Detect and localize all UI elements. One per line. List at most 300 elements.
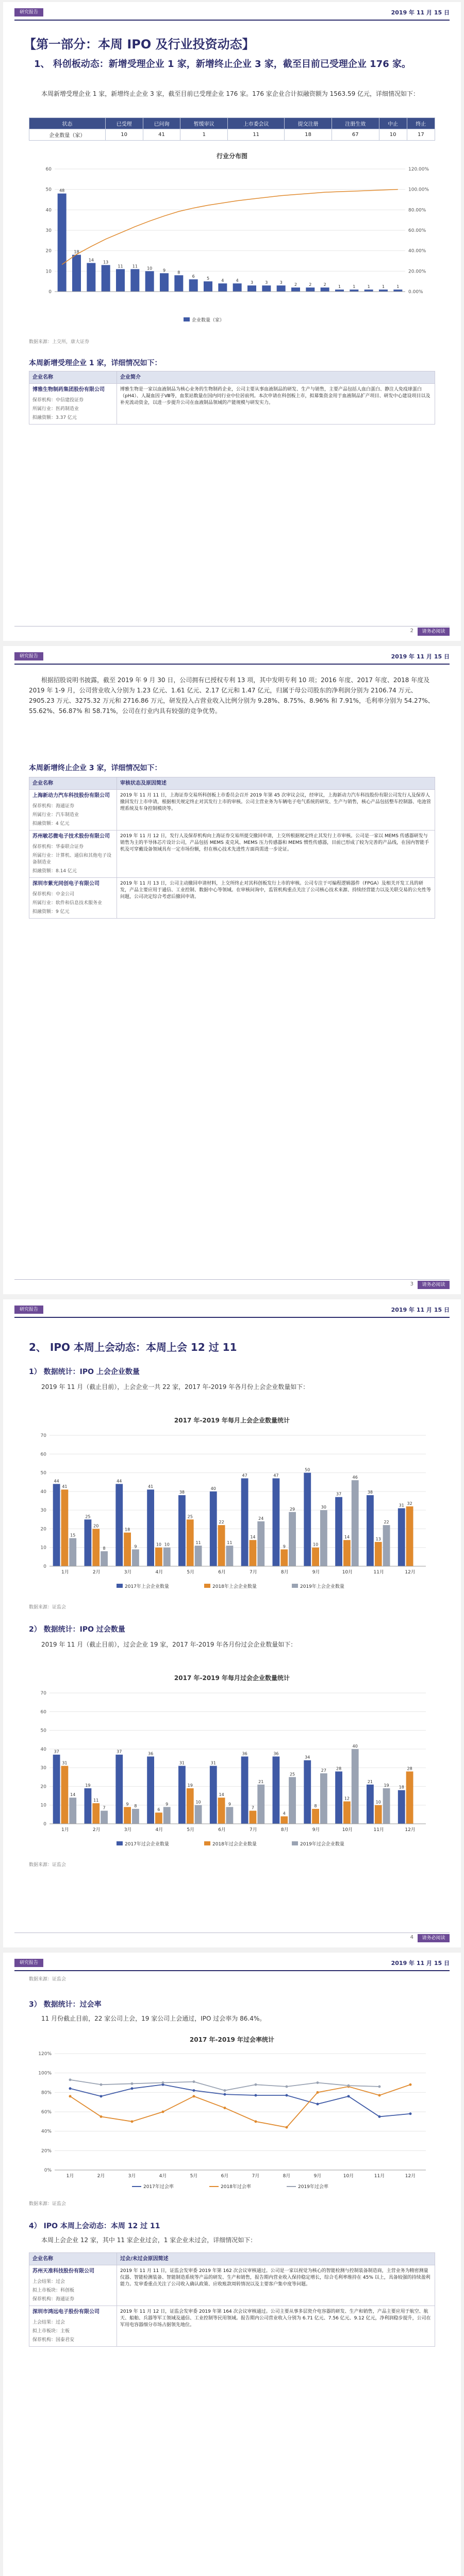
bar — [343, 1801, 351, 1824]
bar — [101, 1811, 108, 1824]
bar — [352, 1749, 359, 1824]
status-header-cell: 中止 — [379, 118, 407, 129]
company-name: 深圳市紫光同创电子有限公司 — [32, 881, 100, 887]
bar-data-label: 19 — [384, 1783, 389, 1788]
terminated-companies-table — [29, 777, 435, 919]
company-meta: 保荐机构：中金公司 — [32, 892, 75, 897]
bar-data-label: 1 — [382, 284, 385, 290]
y-tick-label: 30 — [40, 1508, 46, 1514]
status-table-header-row — [29, 118, 435, 129]
bar-data-label: 22 — [384, 1520, 389, 1525]
bar — [53, 1755, 60, 1824]
bar-data-label: 4 — [283, 1811, 286, 1816]
bar-data-label: 14 — [250, 1535, 256, 1540]
bar-data-label: 44 — [117, 1479, 122, 1484]
bar-data-label: 8 — [134, 1803, 137, 1808]
x-tick-label: 8月 — [280, 1570, 289, 1575]
legend-swatch — [117, 1841, 123, 1845]
bar — [132, 1549, 139, 1566]
company-meta: 保荐机构：华泰联合证券 — [32, 844, 84, 850]
pass-rate-paragraph: 11 月份截止目前，22 家公司上会，19 家公司上会通过，IPO 过会率为 86.4%。 — [41, 2015, 266, 2022]
bar-data-label: 36 — [242, 1751, 247, 1756]
weekly-meetings-subtitle: 4） IPO 本周上会动态：本周 12 过 11 — [29, 2222, 160, 2230]
star-market-section-title: 1、 科创板动态：新增受理企业 1 家，新增终止企业 3 家，截至目前已受理企业 176 家。 — [34, 59, 411, 70]
bar-data-label: 28 — [407, 1766, 412, 1771]
legend-label: 2017年过会率 — [143, 2184, 174, 2190]
bar-data-label: 8 — [314, 1803, 317, 1808]
y-tick-label: 50 — [40, 1728, 46, 1734]
bar-data-label: 11 — [132, 264, 138, 269]
page-header — [14, 1306, 450, 1318]
bar-data-label: 37 — [54, 1749, 59, 1754]
bar-data-label: 3 — [265, 280, 268, 285]
x-tick-label: 1月 — [66, 2174, 74, 2179]
bar — [383, 1788, 390, 1824]
weekly-meetings-table — [29, 2252, 435, 2347]
bar — [375, 1805, 382, 1824]
bar — [163, 1548, 171, 1566]
legend-label: 2019年上会企业数量 — [300, 1584, 344, 1589]
industry-bar — [364, 290, 373, 292]
bar-data-label: 10 — [312, 1542, 319, 1547]
x-tick-label: 2月 — [92, 1827, 101, 1833]
x-tick-label: 12月 — [405, 2174, 416, 2179]
termination-section-title: 本周新增终止企业 3 家，详细情况如下： — [29, 764, 162, 772]
bar-data-label: 9 — [126, 1802, 129, 1807]
bar-data-label: 50 — [305, 1467, 310, 1472]
bar-data-label: 41 — [148, 1484, 154, 1489]
bar — [163, 1807, 171, 1824]
bar-data-label: 5 — [206, 276, 210, 281]
y-tick-label: 60 — [40, 1452, 46, 1458]
bar — [241, 1756, 248, 1824]
header-tag: 研究报告 — [14, 1306, 43, 1314]
footer-tag: 请务必阅读 — [418, 628, 450, 636]
bar — [195, 1805, 202, 1824]
bar-data-label: 4 — [236, 278, 239, 283]
legend-label: 2018年上会企业数量 — [212, 1584, 257, 1589]
bar-data-label: 46 — [352, 1475, 358, 1480]
ipo-meetings-subtitle: 1） 数据统计：IPO 上会企业数量 — [29, 1368, 140, 1376]
company-raise: 拟融资额：3.37 亿元 — [32, 415, 77, 420]
industry-bar — [262, 285, 271, 292]
page-header — [14, 1959, 450, 1971]
bar-data-label: 1 — [353, 284, 356, 290]
bar-data-label: 24 — [258, 1516, 264, 1521]
company-meta: 拟上市板块：科创板 — [32, 2288, 75, 2293]
company-meta: 上会结果：过会 — [32, 2320, 65, 2325]
status-value-cell: 41 — [143, 129, 180, 141]
bar-data-label: 44 — [54, 1479, 59, 1484]
company-description: 博雅生物是一家以血液制品为核心业务的生物制药企业，公司主要从事血液制品的研发、生产与销售，主要产品包括人血白蛋白、静注人免疫球蛋白（pH4）、人凝血因子Ⅷ等，血浆站数量在国内同行业中位居前列。本次申请在科创板上市，拟募集资金用于血液制品扩产项目、研发中心建设项目以及补充流动资金，以进一步提升公司在血液制品领域的产能规模与研发实力。 — [117, 384, 435, 425]
passed-chart-source: 数据来源：证监会 — [29, 1862, 67, 1868]
bar — [61, 1489, 69, 1566]
company-description: 2019 年 11 月 11 日，证监会发审委 2019 年第 162 次会议审核通过。公司是一家以视觉为核心的智能检测与控制装备制造商，主营业务为精密测量仪器、智能检测装备、智能制造系统等产品的研发、生产和销售，报告期内营业收入保持稳定增长，综合毛利率维持在 45% 以上，具备较强的持续盈利能力。发审委重点关注了公司收入确认政策、应收账款周转情况以及主要客户集中度等问题。 — [117, 2265, 435, 2306]
y-tick-label: 20% — [41, 2148, 52, 2154]
industry-bar — [87, 263, 95, 292]
bar-data-label: 31 — [210, 1760, 216, 1766]
bar — [250, 1540, 257, 1566]
industry-distribution-chart — [29, 163, 435, 333]
bar-data-label: 34 — [305, 1755, 310, 1760]
bar — [195, 1546, 202, 1566]
bar — [155, 1812, 162, 1824]
bar-data-label: 14 — [219, 1792, 224, 1798]
bar — [187, 1519, 194, 1566]
bar-data-label: 10 — [375, 1800, 381, 1805]
bar-data-label: 22 — [219, 1520, 224, 1525]
bar-data-label: 7 — [103, 1805, 106, 1810]
y-tick-label: 10 — [40, 1803, 46, 1808]
page-footer — [14, 1279, 450, 1289]
y2-tick-label: 60.00% — [408, 228, 426, 233]
page-header — [14, 652, 450, 665]
bar — [147, 1756, 154, 1824]
bar — [178, 1766, 186, 1824]
industry-bar — [204, 281, 212, 292]
industry-bar — [72, 255, 81, 292]
x-tick-label: 1月 — [61, 1827, 69, 1833]
bar-data-label: 13 — [375, 1536, 381, 1541]
bar-data-label: 11 — [118, 264, 123, 269]
part-one-title: 【第一部分：本周 IPO 及行业投资动态】 — [24, 37, 255, 52]
bar-data-label: 10 — [147, 266, 153, 271]
company-cell — [29, 384, 117, 425]
bar — [101, 1551, 108, 1566]
bar — [61, 1766, 69, 1824]
bar-data-label: 36 — [148, 1751, 154, 1756]
y2-tick-label: 120.00% — [408, 167, 429, 172]
bar — [289, 1512, 296, 1566]
industry-bar — [174, 275, 183, 292]
header-date: 2019 年 11 月 15 日 — [391, 653, 450, 660]
bar-data-label: 48 — [59, 188, 65, 193]
y-tick-label: 20 — [45, 248, 52, 254]
table-header-cell: 企业名称 — [29, 2253, 117, 2265]
y-tick-label: 60 — [40, 1709, 46, 1715]
y2-tick-label: 40.00% — [408, 248, 426, 254]
industry-bar — [102, 265, 110, 292]
previous-chart-source: 数据来源：证监会 — [29, 1977, 67, 1982]
bar-data-label: 9 — [283, 1544, 286, 1549]
x-tick-label: 1月 — [61, 1570, 69, 1575]
bar-data-label: 31 — [399, 1503, 404, 1508]
x-tick-label: 7月 — [250, 1570, 257, 1575]
bar — [398, 1509, 405, 1566]
y-tick-label: 40 — [40, 1747, 46, 1752]
bar — [406, 1506, 413, 1566]
footer-tag: 请务必阅读 — [418, 1934, 450, 1942]
bar — [257, 1785, 264, 1824]
y2-tick-label: 100.00% — [408, 187, 429, 193]
bar — [304, 1473, 311, 1566]
industry-bar — [189, 279, 198, 292]
bar-data-label: 29 — [289, 1506, 295, 1512]
y-tick-label: 0 — [43, 1822, 46, 1827]
y-tick-label: 20 — [40, 1527, 46, 1532]
bar-data-label: 19 — [187, 1783, 193, 1788]
bar — [85, 1519, 92, 1566]
cumulative-line — [62, 190, 398, 265]
industry-bar — [306, 287, 314, 292]
page-number: 3 — [410, 1281, 413, 1287]
y2-tick-label: 0.00% — [408, 290, 423, 295]
x-tick-label: 6月 — [218, 1570, 226, 1575]
company-meta: 上会结果：过会 — [32, 2279, 65, 2284]
company-name: 上海新动力汽车科技股份有限公司 — [32, 793, 110, 799]
legend-label: 2018年过会企业数量 — [212, 1842, 257, 1847]
status-header-cell: 已受理 — [105, 118, 143, 129]
bar-data-label: 9 — [165, 1802, 169, 1807]
company-meta: 拟融资额：8.14 亿元 — [32, 869, 77, 874]
bar — [335, 1771, 342, 1824]
header-tag: 研究报告 — [14, 1959, 43, 1967]
bar-data-label: 14 — [88, 258, 94, 263]
bar-data-label: 19 — [85, 1783, 91, 1788]
status-value-cell: 17 — [407, 129, 435, 141]
y-tick-label: 30 — [45, 228, 52, 233]
bar — [383, 1525, 390, 1566]
bar — [375, 1542, 382, 1566]
industry-bar — [130, 269, 139, 292]
table-header-cell: 过会/未过会原因简述 — [117, 2253, 435, 2265]
table-header-cell: 企业名称 — [29, 371, 117, 384]
bar-data-label: 41 — [62, 1484, 68, 1489]
status-value-cell: 18 — [285, 129, 332, 141]
status-header-cell: 状态 — [29, 118, 106, 129]
y-tick-label: 50 — [40, 1470, 46, 1476]
bar-data-label: 11 — [195, 1540, 201, 1546]
bar-data-label: 1 — [396, 284, 400, 290]
bar-data-label: 20 — [93, 1523, 99, 1529]
table-header-cell: 审核状态及原因简述 — [117, 777, 435, 790]
industry-bar — [335, 290, 344, 292]
meetings-chart-source: 数据来源：证监会 — [29, 1605, 67, 1610]
bar-data-label: 30 — [321, 1505, 326, 1510]
bar — [257, 1521, 264, 1566]
company-name: 苏州天准科技股份有限公司 — [32, 2268, 94, 2274]
series-line — [70, 2080, 379, 2091]
company-name: 苏州敏芯微电子技术股份有限公司 — [32, 834, 110, 839]
status-table-value-row — [29, 129, 435, 141]
y-tick-label: 50 — [45, 187, 52, 193]
pass-rate-line-chart — [29, 2046, 435, 2196]
bar — [273, 1756, 280, 1824]
bar — [147, 1489, 154, 1566]
table-row — [29, 790, 435, 831]
company-cell — [29, 831, 117, 878]
company-meta: 所属行业：计算机、通信和其他电子设备制造业 — [32, 853, 112, 865]
company-meta: 拟融资额：4 亿元 — [32, 821, 70, 826]
bar-data-label: 10 — [164, 1542, 170, 1547]
company-description: 2019 年 11 月 13 日，公司主动撤回申请材料，上交所终止对其科创板发行上市的审核。公司专注于可编程逻辑器件（FPGA）及相关开发工具的研发，产品主要应用于通信、工业控制、数据中心等领域。在审核问询中，监管机构重点关注了公司核心技术来源、持续经营能力以及关联交易的公允性等问题，公司决定综合考虑后撤回申请。 — [117, 878, 435, 919]
bar-data-label: 36 — [273, 1751, 279, 1756]
bar-data-label: 14 — [70, 1792, 76, 1798]
company-meta: 所属行业：汽车制造业 — [32, 812, 79, 818]
bar-data-label: 38 — [179, 1490, 185, 1495]
industry-bar — [393, 290, 402, 292]
x-tick-label: 5月 — [187, 1570, 195, 1575]
bar-data-label: 2 — [323, 282, 326, 287]
company-meta: 拟上市板块：主板 — [32, 2329, 70, 2334]
bar — [155, 1548, 162, 1566]
x-tick-label: 3月 — [128, 2174, 136, 2179]
page-footer — [14, 1933, 450, 1942]
company-name: 博雅生物制药集团股份有限公司 — [32, 387, 105, 393]
bar-data-label: 6 — [157, 1807, 160, 1812]
bar — [280, 1549, 288, 1566]
x-tick-label: 4月 — [155, 1570, 163, 1575]
bar — [187, 1788, 194, 1824]
bar — [335, 1497, 342, 1566]
bar-data-label: 6 — [192, 274, 195, 279]
bar — [250, 1811, 257, 1824]
bar — [178, 1495, 186, 1566]
meetings-bar-chart — [29, 1427, 435, 1597]
bar-data-label: 18 — [74, 249, 79, 255]
bar — [69, 1798, 76, 1824]
y-tick-label: 10 — [40, 1545, 46, 1551]
passed-bar-chart — [29, 1685, 435, 1855]
bar — [218, 1798, 225, 1824]
status-value-cell: 10 — [379, 129, 407, 141]
x-tick-label: 8月 — [280, 1827, 289, 1833]
legend-label: 企业数量（家） — [192, 318, 225, 323]
page-number: 2 — [410, 628, 413, 634]
x-tick-label: 4月 — [155, 1827, 163, 1833]
x-tick-label: 9月 — [313, 2174, 322, 2179]
legend-swatch — [292, 1584, 298, 1588]
x-tick-label: 12月 — [405, 1827, 416, 1833]
bar-data-label: 21 — [367, 1779, 373, 1784]
bar-data-label: 3 — [250, 280, 254, 285]
terminated-header-row — [29, 777, 435, 790]
x-tick-label: 11月 — [374, 2174, 385, 2179]
bar — [367, 1495, 374, 1566]
bar-data-label: 4 — [221, 278, 224, 283]
bar-data-label: 1 — [338, 284, 341, 290]
bar-data-label: 12 — [344, 1796, 350, 1801]
header-tag: 研究报告 — [14, 8, 43, 16]
status-value-cell: 1 — [180, 129, 228, 141]
weekly-header-row — [29, 2253, 435, 2265]
bar-data-label: 38 — [367, 1490, 373, 1495]
bar-data-label: 47 — [242, 1473, 247, 1478]
meetings-chart-title: 2017 年-2019 年每月上会企业数量统计 — [174, 1417, 290, 1424]
x-tick-label: 9月 — [312, 1827, 320, 1833]
y-tick-label: 40 — [45, 208, 52, 213]
company-meta: 保荐机构：海通证券 — [32, 2297, 75, 2302]
header-date: 2019 年 11 月 15 日 — [391, 1960, 450, 1967]
pass-rate-chart-title: 2017 年-2019 年过会率统计 — [189, 2036, 275, 2043]
bar — [85, 1788, 92, 1824]
table-row — [29, 878, 435, 919]
bar-data-label: 37 — [336, 1492, 342, 1497]
company-financial-paragraph: 根据招股说明书披露，截至 2019 年 9 月 30 日，公司拥有已授权专利 13 项，其中发明专利 10 项；2016 年度、2017 年度、2018 年度及 2019 年 1-9 月，公司营业收入分别为 1.23 亿元、1.61 亿元、2.17 亿元和 1.47 亿元，归属于母公司股东的净利润分别为 2106.74 万元、2905.23 万元、3275.32 万元和 2716.86 万元，研发投入占营业收入比例分别为 9.28%、8.75%、8.96% 和 7.91%，毛利率分别为 54.27%、55.62%、56.87% 和 58.71%，公司在行业内具有较强的竞争优势。 — [29, 676, 434, 715]
bar — [312, 1548, 319, 1566]
bar-data-label: 25 — [289, 1772, 295, 1777]
industry-bar — [145, 271, 154, 292]
bar — [124, 1533, 131, 1566]
bar — [320, 1510, 327, 1566]
report-page-1 — [3, 2, 461, 641]
ipo-meetings-paragraph: 2019 年 11 月（截止目前），上会企业一共 22 家，2017 年-2019 年各月份上会企业数量如下： — [41, 1383, 309, 1391]
industry-bar — [379, 290, 388, 292]
legend-swatch — [184, 317, 190, 321]
status-header-cell: 已问询 — [143, 118, 180, 129]
company-meta: 保荐机构：国泰君安 — [32, 2337, 75, 2343]
status-header-cell: 终止 — [407, 118, 435, 129]
bar-data-label: 9 — [134, 1544, 137, 1549]
bar — [92, 1529, 100, 1566]
bar-data-label: 2 — [294, 282, 297, 287]
industry-bar — [321, 287, 329, 292]
bar — [210, 1766, 217, 1824]
table-row — [29, 2265, 435, 2306]
y-tick-label: 120% — [38, 2052, 52, 2057]
legend-label: 2017年过会企业数量 — [125, 1842, 169, 1847]
page-footer — [14, 626, 450, 636]
company-description: 2019 年 11 月 11 日，上海证券交易所科创板上市委员会召开 2019 年第 45 次审议会议，经审议，上海新动力汽车科技股份有限公司发行人及保荐人撤回发行上市申请，根据相关规定终止对其发行上市的审核。公司主营业务为车辆电子电气系统的研发、生产与销售，核心产品包括整车控制器、电池管理系统及车身控制模块等。 — [117, 790, 435, 831]
weekly-meetings-paragraph: 本周上会企业 12 家，其中 11 家企业过会，1 家企业未过会，详细情况如下： — [41, 2236, 257, 2244]
report-page-4 — [3, 1953, 461, 2576]
legend-swatch — [117, 1584, 123, 1588]
y-tick-label: 70 — [40, 1691, 46, 1696]
bar — [226, 1546, 233, 1566]
company-cell — [29, 2306, 117, 2347]
y-tick-label: 70 — [40, 1433, 46, 1438]
bar — [273, 1478, 280, 1566]
page-number: 4 — [410, 1935, 413, 1940]
y-tick-label: 100% — [38, 2071, 52, 2076]
company-sponsor: 保荐机构：中信建投证券 — [32, 398, 84, 403]
bar-data-label: 8 — [177, 270, 180, 275]
bar — [398, 1790, 405, 1824]
header-tag: 研究报告 — [14, 652, 43, 660]
legend-swatch — [292, 1841, 298, 1845]
industry-bar — [277, 285, 286, 292]
status-header-cell: 暂缓审议 — [180, 118, 228, 129]
bar-data-label: 28 — [336, 1766, 342, 1771]
bar-data-label: 8 — [103, 1546, 106, 1551]
industry-chart-title: 行业分布图 — [216, 152, 247, 160]
x-tick-label: 10月 — [342, 1827, 353, 1833]
report-page-2 — [3, 646, 461, 1294]
industry-bar — [218, 283, 227, 292]
y-tick-label: 20 — [40, 1784, 46, 1790]
industry-bar — [116, 269, 125, 292]
bar-data-label: 25 — [85, 1514, 91, 1519]
x-tick-label: 2月 — [92, 1570, 101, 1575]
table-row — [29, 384, 435, 425]
x-tick-label: 3月 — [124, 1570, 132, 1575]
ipo-passed-paragraph: 2019 年 11 月（截止目前），过会企业 19 家，2017 年-2019 年各月份过会企业数量如下： — [41, 1641, 297, 1648]
x-tick-label: 3月 — [124, 1827, 132, 1833]
passed-chart-title: 2017 年-2019 年每月过会企业数量统计 — [174, 1674, 290, 1682]
company-name: 深圳市鸿远电子股份有限公司 — [32, 2309, 100, 2315]
bar-data-label: 37 — [117, 1749, 122, 1754]
bar — [406, 1771, 413, 1824]
bar — [289, 1777, 296, 1824]
bar — [226, 1807, 233, 1824]
bar — [210, 1492, 217, 1566]
x-tick-label: 8月 — [283, 2174, 291, 2179]
bar-data-label: 9 — [228, 1802, 231, 1807]
bar-data-label: 14 — [344, 1535, 350, 1540]
ipo-section-title: 2、 IPO 本周上会动态：本周上会 12 过 11 — [29, 1341, 237, 1353]
legend-swatch — [204, 1584, 210, 1588]
x-tick-label: 4月 — [159, 2174, 167, 2179]
